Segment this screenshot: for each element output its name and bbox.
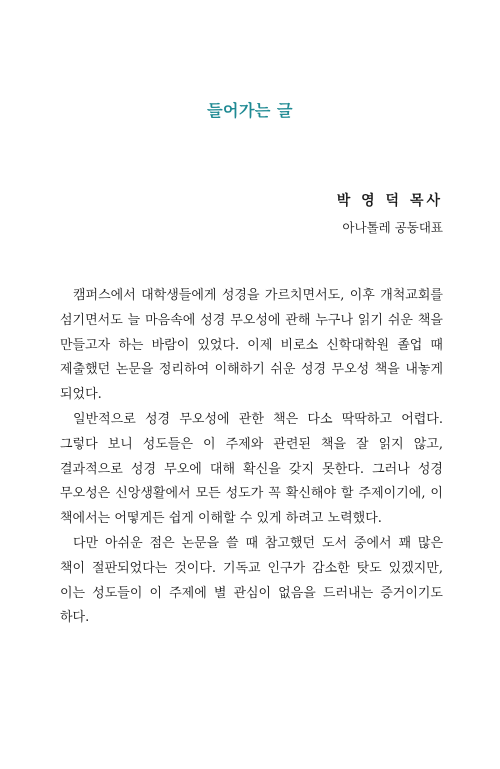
author-block (337, 190, 443, 238)
body-text (60, 284, 443, 631)
paragraph-3: 다만 아쉬운 점은 논문을 쓸 때 참고했던 도서 중에서 꽤 많은 책이 절판되었다는 것이다. 기독교 인구가 감소한 탓도 있겠지만, 이는 성도들이 이 주제에 별 관심이 없음을 드러내는 증거이기도 하다. (60, 535, 443, 626)
author-title: 아나톨레 공동대표 (342, 220, 443, 235)
chapter-title: 들어가는 글 (207, 101, 293, 120)
author-name: 박 영 덕 목사 (336, 193, 443, 209)
paragraph-1: 캠퍼스에서 대학생들에게 성경을 가르치면서도, 이후 개척교회를 섬기면서도 늘 마음속에 성경 무오성에 관해 누구나 읽기 쉬운 책을 만들고자 하는 바람이 있었다. 이제 비로소 신학대학원 졸업 때 제출했던 논문을 정리하여 이해하기 쉬운 성경 무오성 책을 내놓게 되었다. (60, 288, 443, 403)
paragraph-2: 일반적으로 성경 무오성에 관한 책은 다소 딱딱하고 어렵다. 그렇다 보니 성도들은 이 주제와 관련된 책을 잘 읽지 않고, 결과적으로 성경 무오에 대해 확신을 갖지 못한다. 그러나 성경 무오성은 신앙생활에서 모든 성도가 꼭 확신해야 할 주제이기에, 이 책에서는 어떻게든 쉽게 이해할 수 있게 하려고 노력했다. (60, 411, 443, 527)
